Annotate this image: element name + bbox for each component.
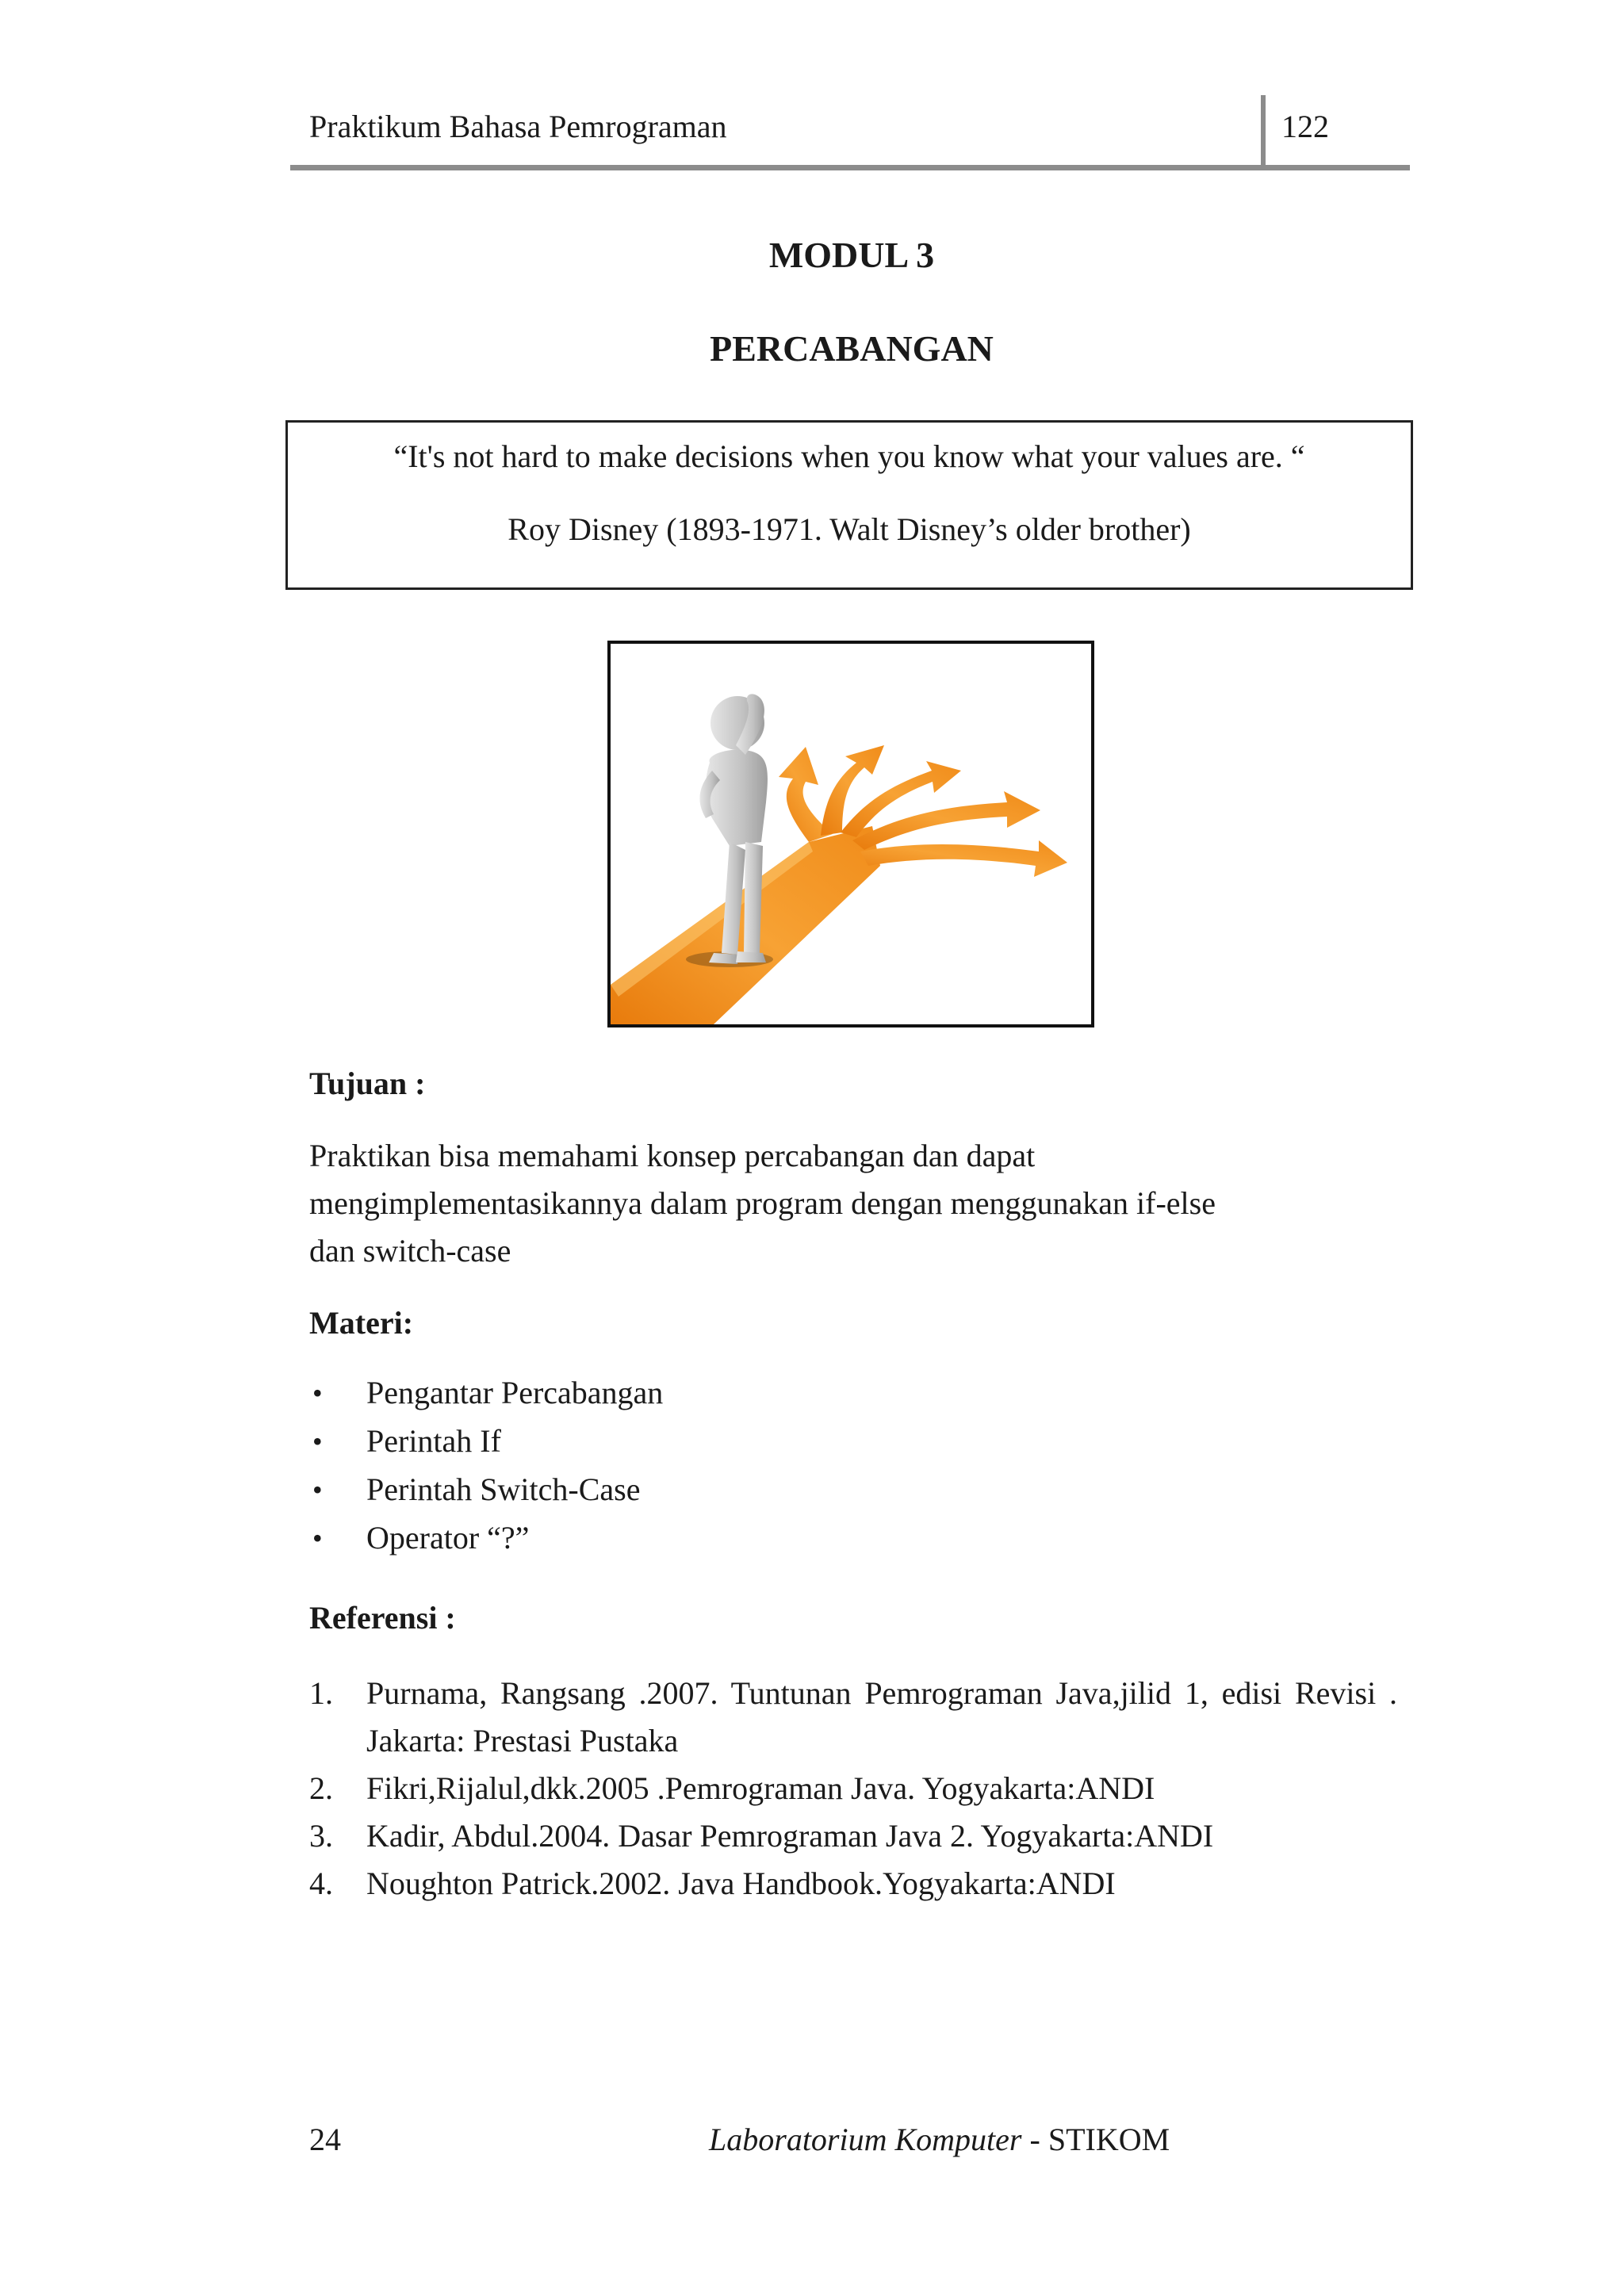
bullet-icon: • [312, 1377, 323, 1409]
reference-number: 2. [309, 1770, 333, 1806]
tujuan-paragraph [309, 1132, 1396, 1275]
footer-lab-rest: - STIKOM [1021, 2122, 1170, 2157]
bullet-icon: • [312, 1425, 323, 1457]
quote-author: Roy Disney (1893-1971. Walt Disney’s older brother) [508, 511, 1191, 547]
reference-number: 4. [309, 1866, 333, 1901]
reference-item [309, 1860, 1397, 1908]
reference-item [309, 1765, 1397, 1812]
module-label: MODUL 3 [768, 235, 935, 275]
list-item-text: Operator “?” [366, 1520, 530, 1556]
reference-item [309, 1670, 1397, 1765]
list-item [309, 1470, 663, 1518]
list-item-text: Pengantar Percabangan [366, 1375, 664, 1410]
referensi-heading: Referensi : [309, 1600, 456, 1636]
tujuan-line-2: mengimplementasikannya dalam program dengan menggunakan if-else [309, 1185, 1216, 1221]
list-item [309, 1373, 663, 1422]
materi-heading: Materi: [309, 1305, 414, 1341]
list-item-text: Perintah Switch-Case [366, 1471, 641, 1507]
footer-page-number: 24 [309, 2122, 341, 2157]
materi-list [309, 1373, 663, 1567]
bullet-icon: • [312, 1522, 323, 1554]
tujuan-line-1: Praktikan bisa memahami konsep percabangan dan dapat [309, 1138, 1036, 1173]
quote-box [285, 420, 1413, 590]
footer-lab-italic: Laboratorium Komputer [709, 2122, 1022, 2157]
tujuan-line-3: dan switch-case [309, 1233, 511, 1269]
reference-text: Kadir, Abdul.2004. Dasar Pemrograman Java 2. Yogyakarta:ANDI [366, 1818, 1214, 1854]
reference-item [309, 1812, 1397, 1860]
list-item-text: Perintah If [366, 1423, 501, 1459]
referensi-list [309, 1670, 1397, 1908]
crossroads-illustration [607, 641, 1094, 1027]
running-header-title: Praktikum Bahasa Pemrograman [309, 109, 727, 144]
chapter-title: PERCABANGAN [710, 328, 994, 369]
bullet-icon: • [312, 1474, 323, 1506]
running-header-page-number: 122 [1281, 109, 1329, 144]
reference-text: Purnama, Rangsang .2007. Tuntunan Pemrograman Java,jilid 1, edisi Revisi . Jakarta: Prestasi Pustaka [366, 1675, 1397, 1758]
reference-number: 3. [309, 1818, 333, 1854]
reference-text: Noughton Patrick.2002. Java Handbook.Yogyakarta:ANDI [366, 1866, 1116, 1901]
header-divider-vertical [1261, 95, 1266, 168]
list-item [309, 1518, 663, 1567]
header-rule [290, 165, 1410, 170]
footer-lab-name [709, 2120, 1170, 2160]
list-item [309, 1422, 663, 1470]
reference-text: Fikri,Rijalul,dkk.2005 .Pemrograman Java. Yogyakarta:ANDI [366, 1770, 1155, 1806]
reference-number: 1. [309, 1675, 333, 1711]
quote-text: “It's not hard to make decisions when you know what your values are. “ [393, 438, 1305, 474]
person-at-crossroads-icon [611, 644, 1091, 1024]
tujuan-heading: Tujuan : [309, 1066, 426, 1101]
